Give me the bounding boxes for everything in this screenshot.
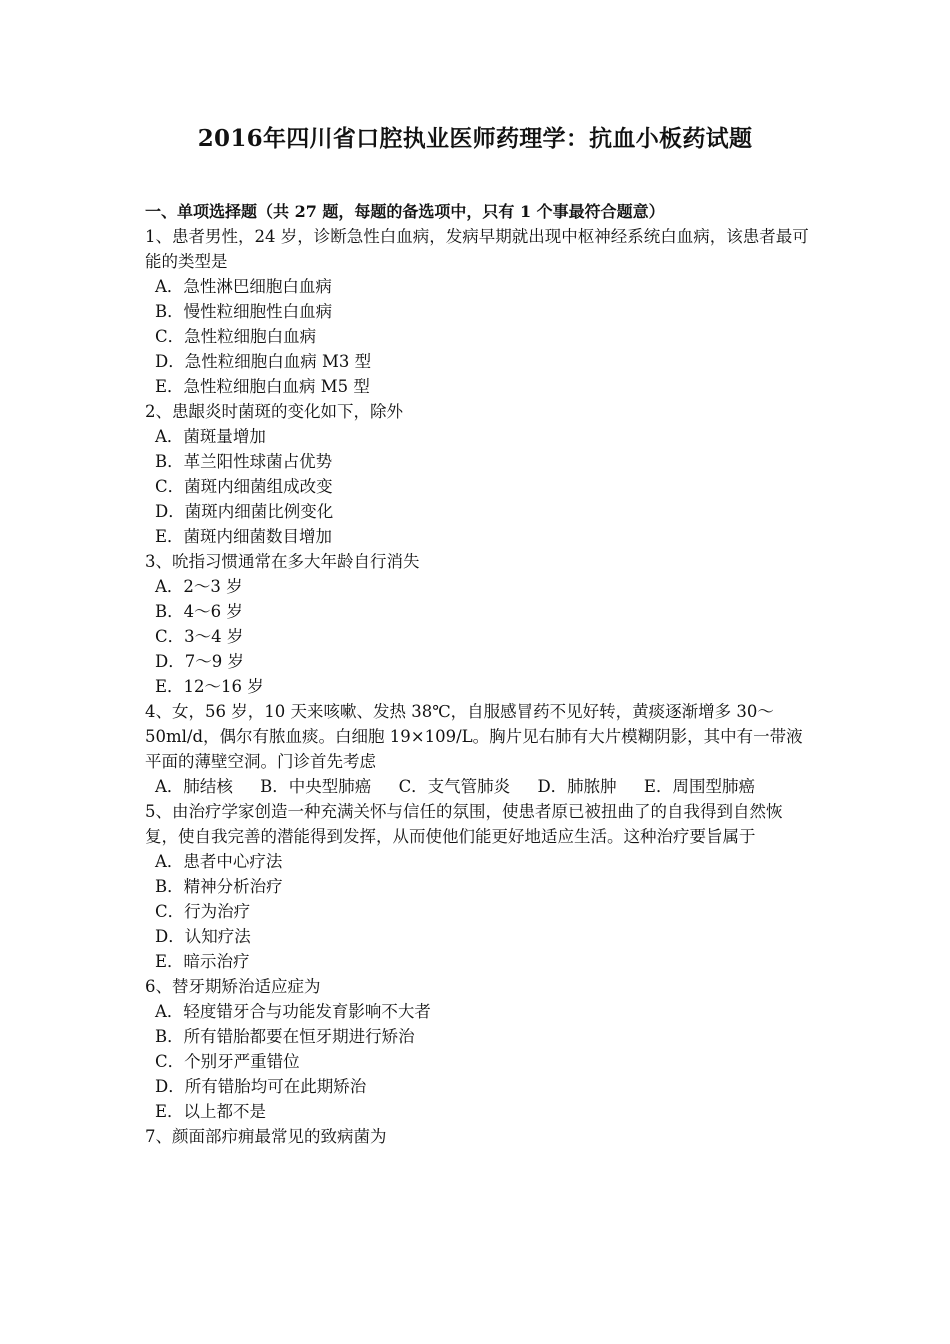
- question-stem: 4、女，56 岁，10 天来咳嗽、发热 38℃，自服感冒药不见好转，黄痰逐渐增多 30～50ml/d，偶尔有脓血痰。白细胞 19×109/L。胸片见右肺有大片模糊阴影，其中有一带液平面的薄壁空洞。门诊首先考虑: [145, 702, 803, 771]
- answer-option: D．急性粒细胞白血病 M3 型: [155, 352, 372, 371]
- answer-option: B．慢性粒细胞性白血病: [155, 302, 333, 321]
- answer-option: E．菌斑内细菌数目增加: [155, 527, 333, 546]
- answer-option: B．精神分析治疗: [155, 877, 283, 896]
- section-heading: 一、单项选择题（共 27 题，每题的备选项中，只有 1 个事最符合题意）: [145, 202, 665, 221]
- answer-option: C．行为治疗: [155, 902, 251, 921]
- document-title: 2016年四川省口腔执业医师药理学：抗血小板药试题: [197, 125, 753, 152]
- answer-option: A．菌斑量增加: [155, 427, 266, 446]
- answer-option: E．急性粒细胞白血病 M5 型: [155, 377, 370, 396]
- answer-option: D．菌斑内细菌比例变化: [155, 502, 334, 521]
- question-stem: 7、颜面部疖痈最常见的致病菌为: [145, 1127, 387, 1146]
- answer-option: A．急性淋巴细胞白血病: [155, 277, 332, 296]
- answer-option: E．周围型肺癌: [643, 777, 755, 796]
- answer-option: B．中央型肺癌: [260, 777, 372, 796]
- answer-option: E．12～16 岁: [155, 677, 264, 696]
- answer-option: D．所有错胎均可在此期矫治: [155, 1077, 367, 1096]
- answer-option: B．4～6 岁: [155, 602, 243, 621]
- answer-option: E．以上都不是: [155, 1102, 267, 1121]
- answer-option: C．支气管肺炎: [398, 777, 511, 796]
- answer-option: D．肺脓肿: [537, 777, 617, 796]
- inline-answer-options: [145, 774, 813, 799]
- answer-option: A．轻度错牙合与功能发育影响不大者: [155, 1002, 431, 1021]
- answer-option: A．患者中心疗法: [155, 852, 283, 871]
- question-stem: 2、患龈炎时菌斑的变化如下，除外: [145, 402, 403, 421]
- answer-option: A．2～3 岁: [155, 577, 243, 596]
- answer-option: C．3～4 岁: [155, 627, 244, 646]
- answer-option: D．认知疗法: [155, 927, 251, 946]
- answer-option: C．菌斑内细菌组成改变: [155, 477, 333, 496]
- question-stem: 3、吮指习惯通常在多大年龄自行消失: [145, 552, 420, 571]
- answer-option: D．7～9 岁: [155, 652, 244, 671]
- answer-option: C．个别牙严重错位: [155, 1052, 300, 1071]
- question-stem: 1、患者男性，24 岁，诊断急性白血病，发病早期就出现中枢神经系统白血病，该患者最可能的类型是: [145, 227, 809, 271]
- question-stem: 6、替牙期矫治适应症为: [145, 977, 321, 996]
- answer-option: A．肺结核: [155, 777, 233, 796]
- answer-option: E．暗示治疗: [155, 952, 250, 971]
- document-body: [145, 199, 813, 1149]
- answer-option: B．所有错胎都要在恒牙期进行矫治: [155, 1027, 415, 1046]
- answer-option: C．急性粒细胞白血病: [155, 327, 317, 346]
- answer-option: B．革兰阳性球菌占优势: [155, 452, 333, 471]
- question-stem: 5、由治疗学家创造一种充满关怀与信任的氛围，使患者原已被扭曲了的自我得到自然恢复，使自我完善的潜能得到发挥，从而使他们能更好地适应生活。这种治疗要旨属于: [145, 802, 783, 846]
